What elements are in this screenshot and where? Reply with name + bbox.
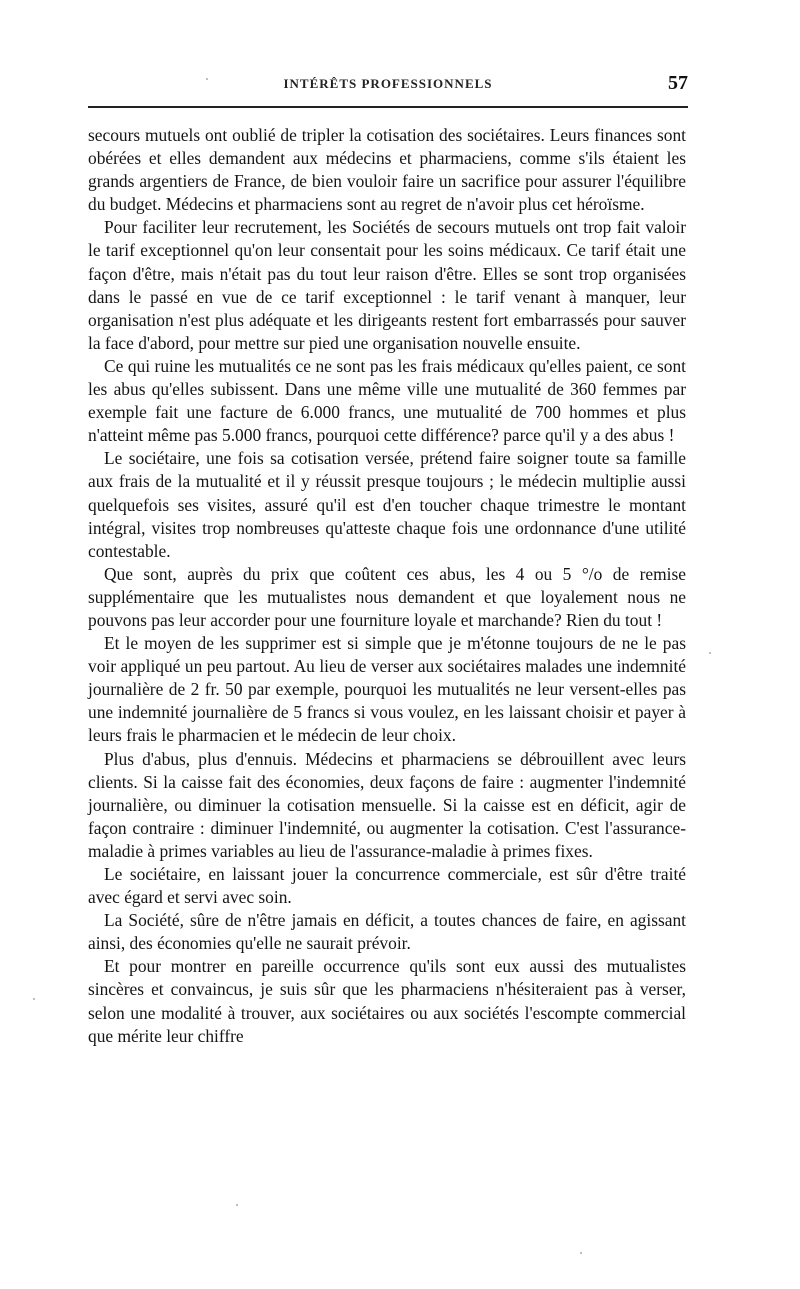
body-text [88, 124, 686, 1048]
paragraph: Que sont, auprès du prix que coûtent ces abus, les 4 ou 5 °/o de remise supplémentaire que les mutualistes nous demandent et que loyalement nous ne pouvons pas leur accorder pour une fourniture loyale et marchande? Rien du tout ! [88, 563, 686, 630]
print-speck [580, 1252, 582, 1254]
paragraph: Et pour montrer en pareille occurrence qu'ils sont eux aussi des mutualistes sincères et convaincus, je suis sûr que les pharmaciens n'hésiteraient pas à verser, selon une modalité à trouver, aux sociétaires ou aux sociétés l'escompte commercial que mérite leur chiffre [88, 956, 686, 1046]
paragraph: Le sociétaire, en laissant jouer la concurrence commerciale, est sûr d'être traité avec égard et servi avec soin. [88, 864, 686, 908]
print-speck [236, 1204, 238, 1206]
paragraph: Le sociétaire, une fois sa cotisation versée, prétend faire soigner toute sa famille aux frais de la mutualité et il y réussit presque toujours ; le médecin multiplie aussi quelquefois ses visites, assuré qu'il est d'en toucher chaque trimestre le montant intégral, visites trop nombreuses qu'atteste chaque fois une ordonnance d'une utilité contestable. [88, 448, 686, 561]
paragraph: Ce qui ruine les mutualités ce ne sont pas les frais médicaux qu'elles paient, ce sont les abus qu'elles subissent. Dans une même ville une mutualité de 360 femmes par exemple fait une facture de 6.000 francs, une mutualité de 700 hommes et plus n'atteint même pas 5.000 francs, pourquoi cette différence? parce qu'il y a des abus ! [88, 355, 686, 446]
running-header-title: INTÉRÊTS PROFESSIONNELS [283, 76, 493, 91]
running-header [88, 72, 688, 100]
header-rule [88, 106, 688, 108]
print-speck [33, 998, 35, 1000]
page-number: 57 [668, 72, 688, 94]
paragraph-continued: secours mutuels ont oublié de tripler la cotisation des sociétaires. Leurs finances sont obérées et elles demandent aux médecins et pharmaciens, comme s'ils étaient les grands argentiers de France, de bien vouloir faire un sacrifice pour assurer l'équilibre du budget. Médecins et pharmaciens sont au regret de n'avoir plus cet héroïsme. [88, 125, 686, 215]
paragraph: Plus d'abus, plus d'ennuis. Médecins et pharmaciens se débrouillent avec leurs clients. Si la caisse fait des économies, deux façons de faire : augmenter l'indemnité journalière, ou diminuer la cotisation mensuelle. Si la caisse est en déficit, agir de façon contraire : diminuer l'indemnité, ou augmenter la cotisation. C'est l'assurance-maladie à primes variables au lieu de l'assurance-maladie à primes fixes. [88, 748, 686, 861]
paragraph: Et le moyen de les supprimer est si simple que je m'étonne toujours de ne le pas voir appliqué un peu partout. Au lieu de verser aux sociétaires malades une indemnité journalière de 2 fr. 50 par exemple, pourquoi les mutualités ne leur versent-elles pas une indemnité journalière de 5 francs si vous voulez, en les laissant choisir et payer à leurs frais le pharmacien et le médecin de leur choix. [88, 633, 686, 746]
paragraph: La Société, sûre de n'être jamais en déficit, a toutes chances de faire, en agissant ainsi, des économies qu'elle ne saurait prévoir. [88, 910, 686, 954]
print-speck [206, 78, 208, 80]
print-speck [709, 652, 711, 654]
paragraph: Pour faciliter leur recrutement, les Sociétés de secours mutuels ont trop fait valoir le tarif exceptionnel qu'on leur consentait pour les soins médicaux. Ce tarif était une façon d'être, mais n'était pas du tout leur raison d'être. Elles se sont trop organisées dans le passé en vue de ce tarif exceptionnel : le tarif venant à manquer, leur organisation n'est plus adéquate et les dirigeants restent fort embarrassés pour sauver la face d'abord, pour mettre sur pied une organisation nouvelle ensuite. [88, 217, 686, 353]
